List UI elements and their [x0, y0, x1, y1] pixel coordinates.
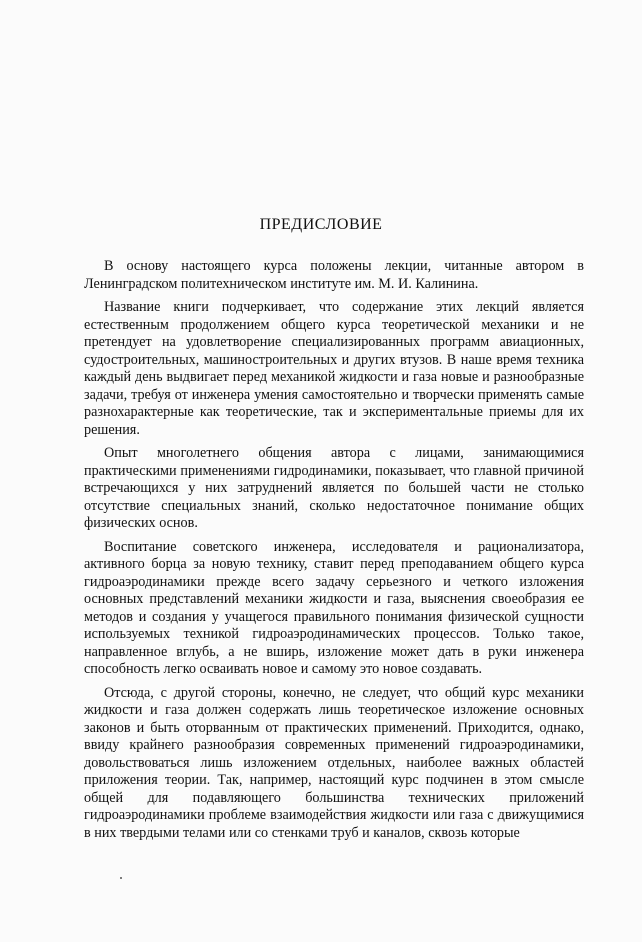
page-title: ПРЕДИСЛОВИЕ	[259, 216, 383, 233]
print-speck	[120, 877, 122, 879]
paragraph-1: В основу настоящего курса положены лекции, читанные автором в Ленинградском политехническом институте им. М. И. Калинина.	[84, 258, 584, 292]
paragraph-2: Название книги подчеркивает, что содержание этих лекций является естественным продолжением общего курса теоретической механики и не претендует на удовлетворение специализированных программ авиационных, судостроительных, машиностроительных и других втузов. В наше время техника каждый день выдвигает перед механикой жидкости и газа новые и разнообразные задачи, требуя от инженера умения самостоятельно и творчески применять самые разнохарактерные как теоретические, так и экспериментальные приемы для их решения.	[84, 299, 584, 438]
body-text	[84, 258, 584, 842]
paragraph-4: Воспитание советского инженера, исследователя и рационализатора, активного борца за новую технику, ставит перед преподаванием общего курса гидроаэродинамики прежде всего задачу серьезного и четкого изложения основных представлений механики жидкости и газа, выяснения своеобразия ее методов и создания у учащегося правильного понимания физической сущности используемых техникой гидроаэродинамических процессов. Только такое, направленное вглубь, а не вширь, изложение может дать в руки инженера способность легко осваивать новое и самому это новое создавать.	[84, 538, 584, 677]
paragraph-5: Отсюда, с другой стороны, конечно, не следует, что общий курс механики жидкости и газа должен содержать лишь теоретическое изложение основных законов и быть оторванным от практических применений. Приходится, однако, ввиду крайнего разнообразия современных применений гидроаэродинамики, довольствоваться лишь изложением отдельных, наиболее важных областей приложения теории. Так, например, настоящий курс подчинен в этом смысле общей для подавляющего большинства технических приложений гидроаэродинамики проблеме взаимодействия жидкости или газа с движущимися в них твердыми телами или со стенками труб и каналов, сквозь которые	[84, 684, 584, 841]
paragraph-3: Опыт многолетнего общения автора с лицами, занимающимися практическими применениями гидродинамики, показывает, что главной причиной встречающихся у них затруднений является по большей части не столько отсутствие специальных знаний, сколько недостаточное понимание общих физических основ.	[84, 445, 584, 531]
